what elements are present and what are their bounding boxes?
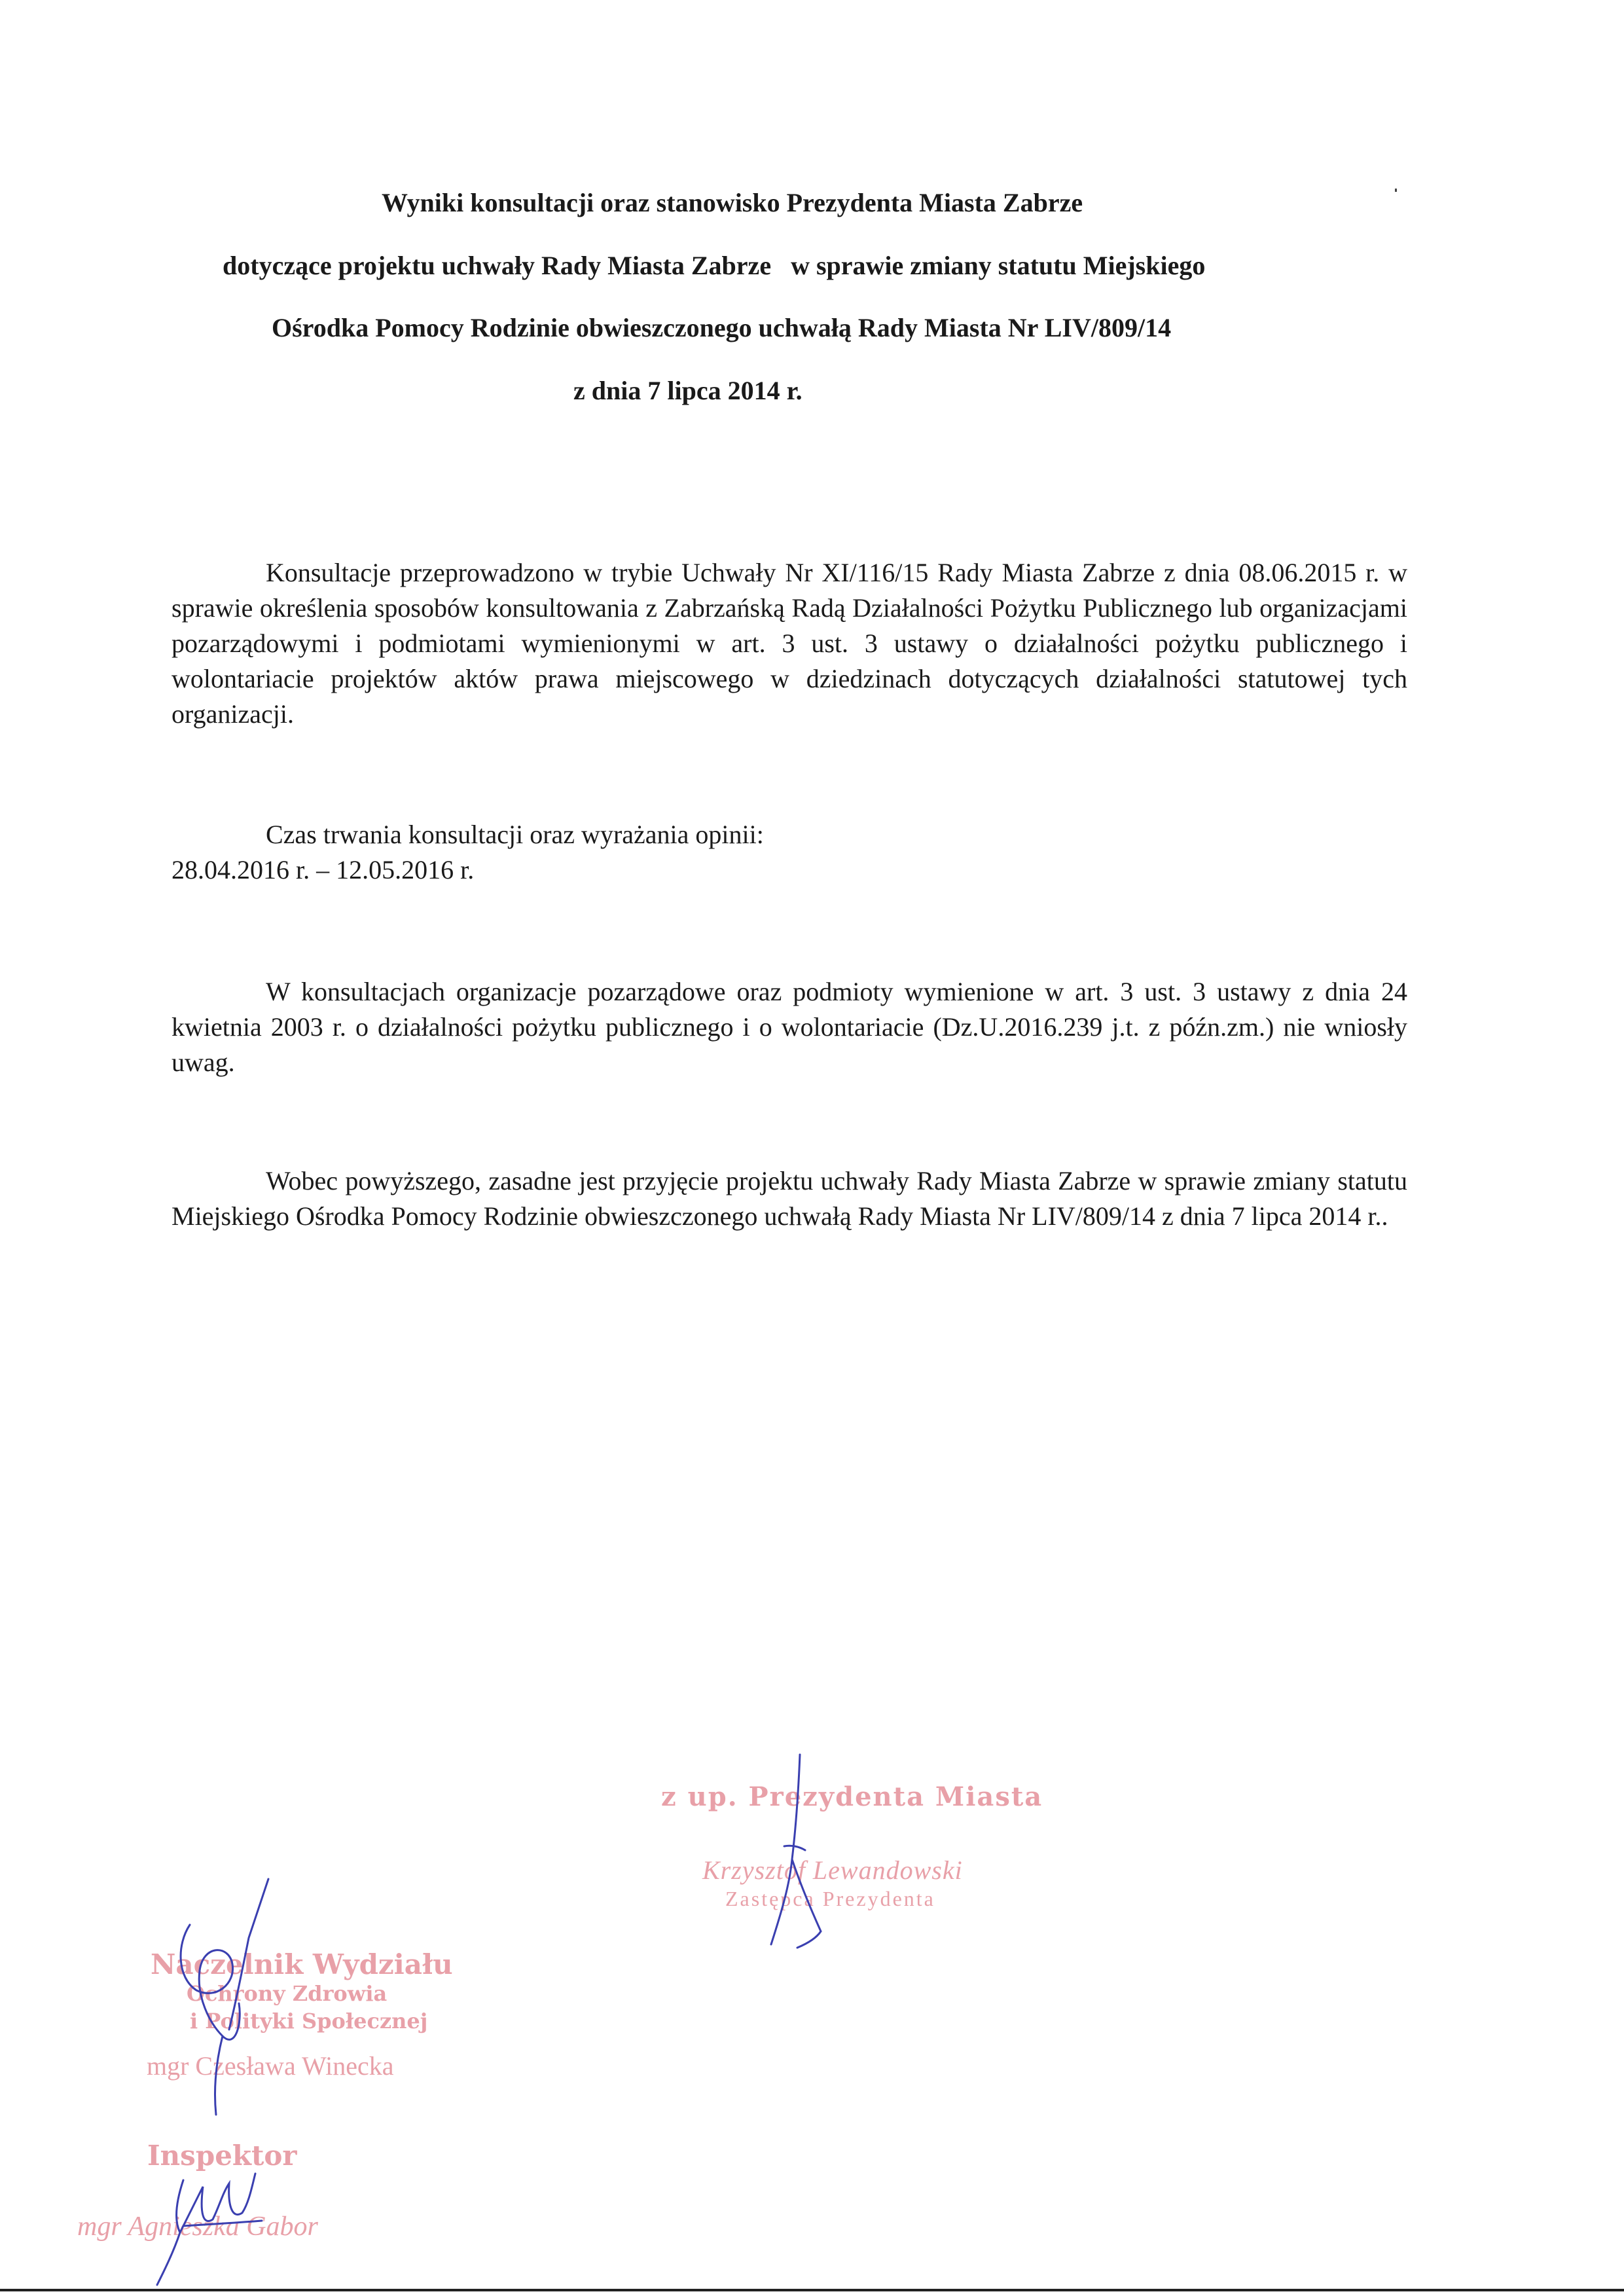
paragraph-no-remarks: W konsultacjach organizacje pozarządowe oraz podmioty wymienione w art. 3 ust. 3 ustawy z dnia 24 kwietnia 2003 r. o działalności pożytku publicznego i o wolontariacie (Dz.U.2016.239 j.t. z późn.zm.) nie wniosły uwag. bbox=[171, 977, 1407, 1077]
title-line-4: z dnia 7 lipca 2014 r. bbox=[573, 376, 803, 405]
paragraph-consultation-period-label: Czas trwania konsultacji oraz wyrażania opinii: bbox=[266, 820, 764, 849]
stamp-president-name: Krzysztof Lewandowski bbox=[702, 1855, 963, 1885]
stamp-president-authority: z up. Prezydenta Miasta bbox=[661, 1781, 1043, 1812]
stamp-inspector-person: mgr Agnieszka Gabor bbox=[77, 2212, 318, 2242]
signature-president bbox=[753, 1748, 831, 1958]
stamp-department-person: mgr Czesława Winecka bbox=[147, 2051, 394, 2081]
paragraph-conclusion: Wobec powyższego, zasadne jest przyjęcie projektu uchwały Rady Miasta Zabrze w sprawie zmiany statutu Miejskiego Ośrodka Pomocy Rodzinie obwieszczonego uchwałą Rady Miasta Nr LIV/809/14 z dnia 7 lipca 2014 r.. bbox=[171, 1166, 1407, 1231]
scan-speck bbox=[1395, 189, 1397, 192]
stamp-inspector-role: Inspektor bbox=[147, 2140, 297, 2172]
title-line-2: dotyczące projektu uchwały Rady Miasta Zabrze w sprawie zmiany statutu Miejskiego bbox=[223, 251, 1206, 280]
bottom-scan-edge bbox=[0, 2289, 1624, 2291]
stamp-department-head: Naczelnik Wydziału bbox=[151, 1948, 453, 1980]
stamp-department-unit-2: i Polityki Społecznej bbox=[190, 2009, 428, 2033]
stamp-president-role: Zastępca Prezydenta bbox=[725, 1887, 935, 1910]
paragraph-consultation-period-dates: 28.04.2016 r. – 12.05.2016 r. bbox=[171, 855, 475, 884]
title-line-3: Ośrodka Pomocy Rodzinie obwieszczonego uchwałą Rady Miasta Nr LIV/809/14 bbox=[272, 313, 1172, 342]
title-line-1: Wyniki konsultacji oraz stanowisko Prezydenta Miasta Zabrze bbox=[382, 188, 1083, 217]
paragraph-consultation-basis: Konsultacje przeprowadzono w trybie Uchwały Nr XI/116/15 Rady Miasta Zabrze z dnia 08.06.2015 r. w sprawie określenia sposobów konsultowania z Zabrzańską Radą Działalności Pożytku Publicznego lub organizacjami pozarządowymi i podmiotami wymienionymi w art. 3 ust. 3 ustawy o działalności pożytku publicznego i wolontariacie projektów aktów prawa miejscowego w dziedzinach dotyczących działalności statutowej tych organizacji. bbox=[171, 558, 1407, 729]
stamp-department-unit: Ochrony Zdrowia bbox=[187, 1981, 388, 2006]
